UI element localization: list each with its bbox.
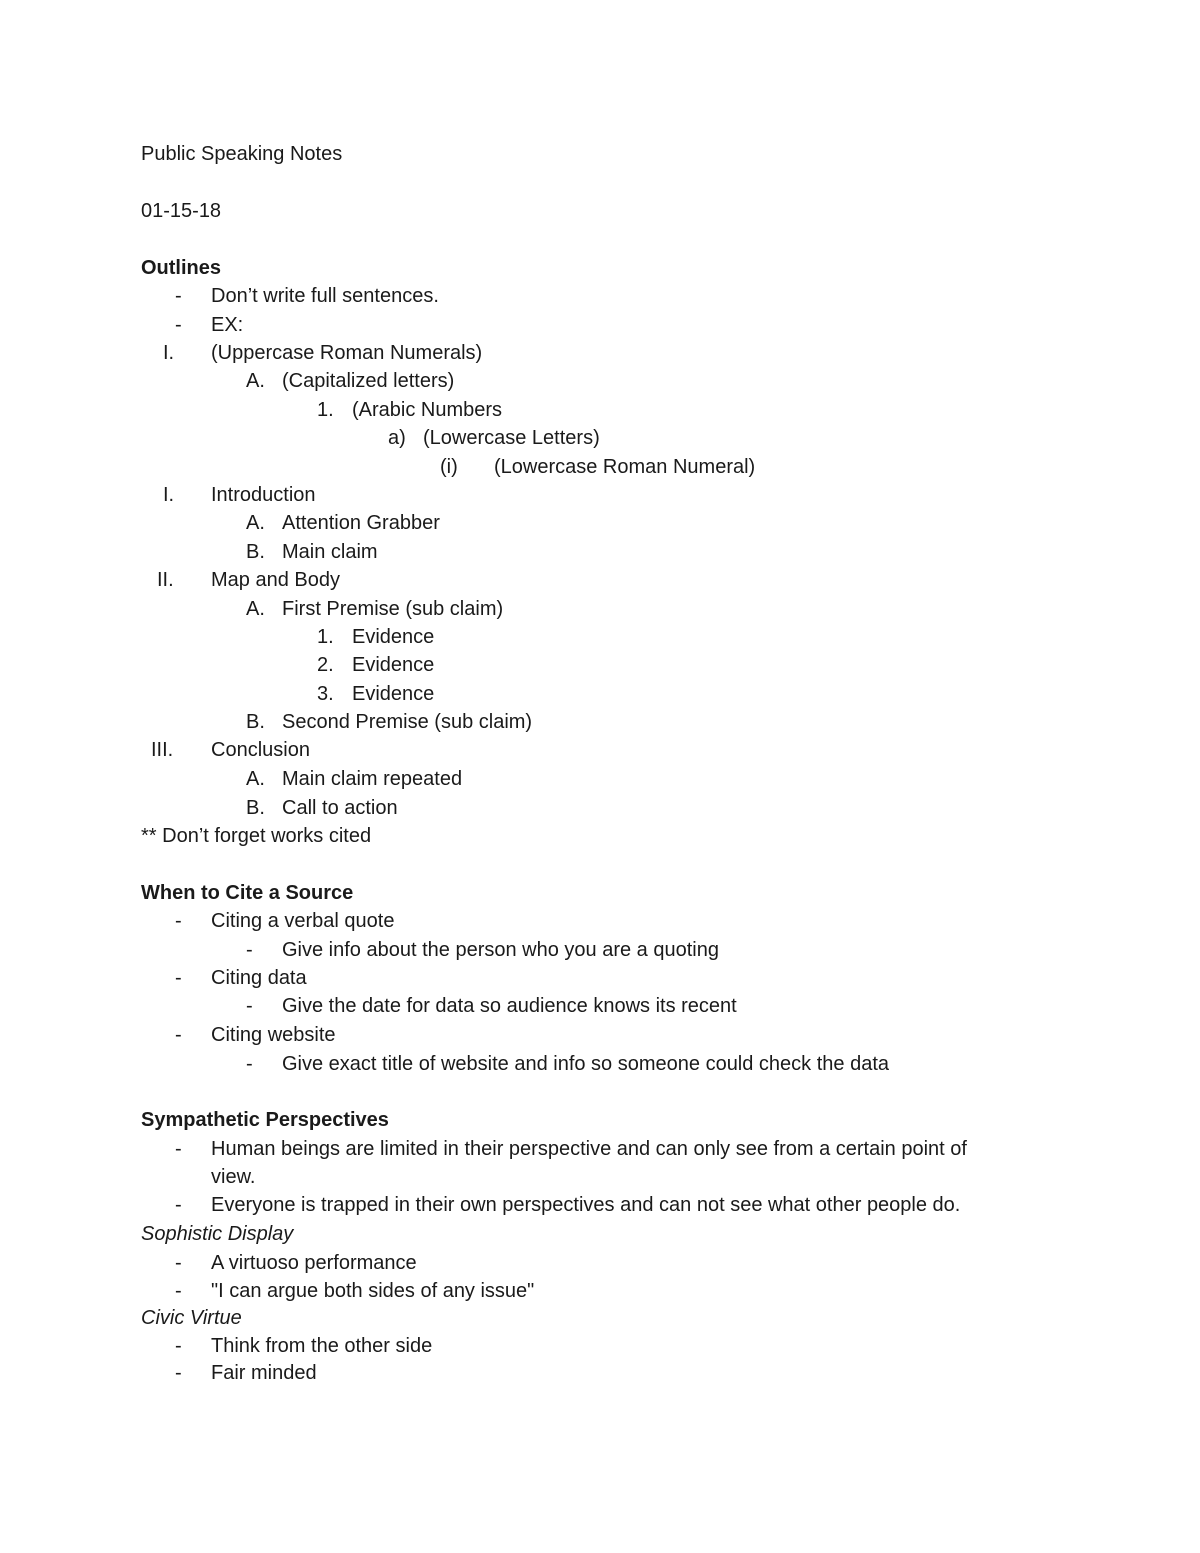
section-heading-sympathetic: Sympathetic Perspectives (141, 1109, 389, 1131)
list-item: Human beings are limited in their perspective and can only see from a certain point of (211, 1138, 967, 1160)
outline-item: Call to action (282, 797, 398, 819)
outline-marker: a) (388, 427, 406, 449)
outline-marker: B. (246, 541, 265, 563)
list-item: Give the date for data so audience knows its recent (282, 995, 737, 1017)
outline-item: Main claim (282, 541, 378, 563)
bullet-marker: - (246, 995, 253, 1017)
document-title: Public Speaking Notes (141, 143, 343, 165)
list-item: EX: (211, 314, 244, 336)
bullet-marker: - (175, 285, 182, 307)
list-item: Citing website (211, 1024, 336, 1046)
outline-marker: III. (151, 739, 174, 761)
subheading-civic: Civic Virtue (141, 1307, 242, 1329)
outline-marker: B. (246, 711, 265, 733)
works-cited-note: ** Don’t forget works cited (141, 825, 372, 847)
outline-item: Attention Grabber (282, 512, 440, 534)
outline-marker: A. (246, 598, 265, 620)
bullet-marker: - (175, 910, 182, 932)
list-item: Citing data (211, 967, 307, 989)
section-heading-cite: When to Cite a Source (141, 882, 354, 904)
outline-marker: 3. (317, 683, 334, 705)
outline-marker: I. (163, 342, 175, 364)
outline-item: Conclusion (211, 739, 310, 761)
outline-marker: A. (246, 768, 265, 790)
outline-item: (Capitalized letters) (282, 370, 455, 392)
outline-item: Second Premise (sub claim) (282, 711, 533, 733)
subheading-sophistic: Sophistic Display (141, 1223, 294, 1245)
outline-marker: 1. (317, 626, 334, 648)
list-item-continuation: view. (211, 1166, 256, 1188)
bullet-marker: - (175, 1252, 182, 1274)
bullet-marker: - (175, 1138, 182, 1160)
outline-marker: A. (246, 370, 265, 392)
list-item: "I can argue both sides of any issue" (211, 1280, 535, 1302)
outline-marker: 2. (317, 654, 334, 676)
list-item: Everyone is trapped in their own perspectives and can not see what other people do. (211, 1194, 961, 1216)
document-date: 01-15-18 (141, 200, 222, 222)
list-item: Fair minded (211, 1362, 317, 1384)
outline-item: Main claim repeated (282, 768, 463, 790)
list-item: Don’t write full sentences. (211, 285, 439, 307)
bullet-marker: - (175, 967, 182, 989)
bullet-marker: - (175, 314, 182, 336)
bullet-marker: - (246, 1053, 253, 1075)
bullet-marker: - (175, 1335, 182, 1357)
outline-item: Evidence (352, 654, 435, 676)
list-item: Give exact title of website and info so someone could check the data (282, 1053, 890, 1075)
outline-item: Introduction (211, 484, 316, 506)
outline-item: Map and Body (211, 569, 340, 591)
bullet-marker: - (246, 939, 253, 961)
bullet-marker: - (175, 1194, 182, 1216)
list-item: Give info about the person who you are a quoting (282, 939, 719, 961)
bullet-marker: - (175, 1280, 182, 1302)
list-item: Citing a verbal quote (211, 910, 395, 932)
outline-item: (Uppercase Roman Numerals) (211, 342, 483, 364)
outline-marker: (i) (440, 456, 458, 478)
outline-item: Evidence (352, 626, 435, 648)
outline-marker: I. (163, 484, 175, 506)
outline-marker: II. (157, 569, 174, 591)
outline-item: (Arabic Numbers (352, 399, 503, 421)
outline-item: Evidence (352, 683, 435, 705)
list-item: A virtuoso performance (211, 1252, 417, 1274)
list-item: Think from the other side (211, 1335, 433, 1357)
outline-marker: 1. (317, 399, 334, 421)
outline-item: (Lowercase Roman Numeral) (494, 456, 756, 478)
section-heading-outlines: Outlines (141, 257, 222, 279)
bullet-marker: - (175, 1024, 182, 1046)
outline-marker: B. (246, 797, 265, 819)
outline-item: (Lowercase Letters) (423, 427, 600, 449)
outline-marker: A. (246, 512, 265, 534)
outline-item: First Premise (sub claim) (282, 598, 504, 620)
bullet-marker: - (175, 1362, 182, 1384)
